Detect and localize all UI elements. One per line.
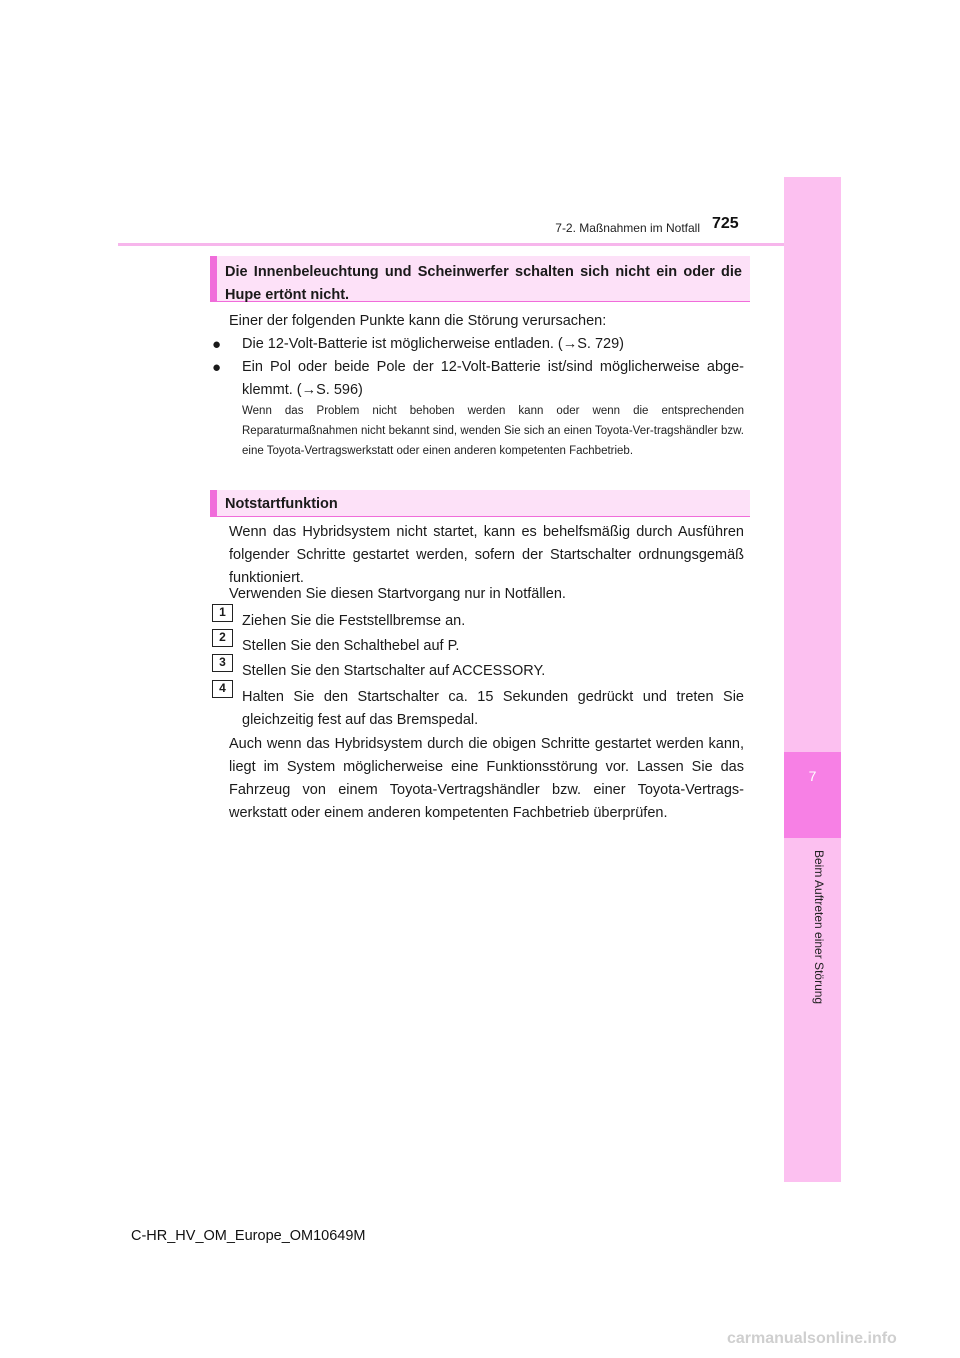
section2-intro: Wenn das Hybridsystem nicht startet, kann es behelfsmäßig durch Ausführen folgender Schritte gestartet werden, sofern der Startschalter ordnungsgemäß funktioniert. — [229, 524, 744, 586]
step-text: Stellen Sie den Schalthebel auf P. — [242, 638, 460, 654]
bullet-icon: ● — [212, 359, 222, 376]
step-item — [212, 655, 744, 683]
step-text: Halten Sie den Startschalter ca. 15 Sekunden gedrückt und treten Sie gleichzeitig fest auf das Bremspedal. — [242, 689, 744, 728]
header-divider — [118, 243, 841, 246]
step-number: 3 — [212, 654, 233, 672]
list-item — [212, 356, 744, 402]
chapter-title: Beim Auftreten einer Störung — [812, 850, 826, 1005]
section2-intro-note: Verwenden Sie diesen Startvorgang nur in Notfällen. — [229, 586, 566, 602]
step-item — [212, 630, 744, 658]
list-item — [212, 333, 744, 356]
chapter-number: 7 — [808, 768, 817, 784]
chapter-tab-marker — [784, 752, 841, 838]
step-item — [212, 605, 744, 633]
document-id: C-HR_HV_OM_Europe_OM10649M — [131, 1228, 366, 1244]
section-heading-emergency-start: Notstartfunktion — [210, 490, 750, 517]
page-number: 725 — [712, 215, 739, 232]
section1-intro: Einer der folgenden Punkte kann die Störung verursachen: — [229, 313, 607, 329]
section-heading-lights-horn: Die Innenbeleuchtung und Scheinwerfer schalten sich nicht ein oder die Hupe ertönt nicht. — [210, 256, 750, 302]
step-text: Ziehen Sie die Feststellbremse an. — [242, 613, 466, 629]
chapter-side-tab — [784, 177, 841, 1182]
list-item-text: Die 12-Volt-Batterie ist möglicherweise entladen. (→S. 729) — [242, 336, 625, 352]
step-number: 1 — [212, 604, 233, 622]
step-text: Stellen Sie den Startschalter auf ACCESSORY. — [242, 663, 546, 679]
step-item — [212, 681, 744, 732]
bullet-icon: ● — [212, 336, 222, 353]
section1-note: Wenn das Problem nicht behoben werden kann oder wenn die entsprechenden Reparaturmaßnahmen nicht bekannt sind, wenden Sie sich an einen Toyota-Ver-tragshändler bzw. eine Toyota-Vertragswerkstatt oder einen anderen kompetenten Fachbetrieb. — [242, 405, 744, 457]
step-number: 2 — [212, 629, 233, 647]
step-number: 4 — [212, 680, 233, 698]
list-item-text: Ein Pol oder beide Pole der 12-Volt-Batterie ist/sind möglicherweise abge-klemmt. (→S. 596) — [242, 359, 744, 398]
watermark: carmanualsonline.info — [727, 1330, 897, 1347]
section-reference: 7-2. Maßnahmen im Notfall — [555, 221, 700, 235]
section2-outro: Auch wenn das Hybridsystem durch die obigen Schritte gestartet werden kann, liegt im System möglicherweise eine Funktionsstörung vor. Lassen Sie das Fahrzeug von einem Toyota-Vertragshändler bzw. einer Toyota-Vertrags-werkstatt oder einem anderen kompetenten Fachbetrieb überprüfen. — [229, 736, 744, 821]
